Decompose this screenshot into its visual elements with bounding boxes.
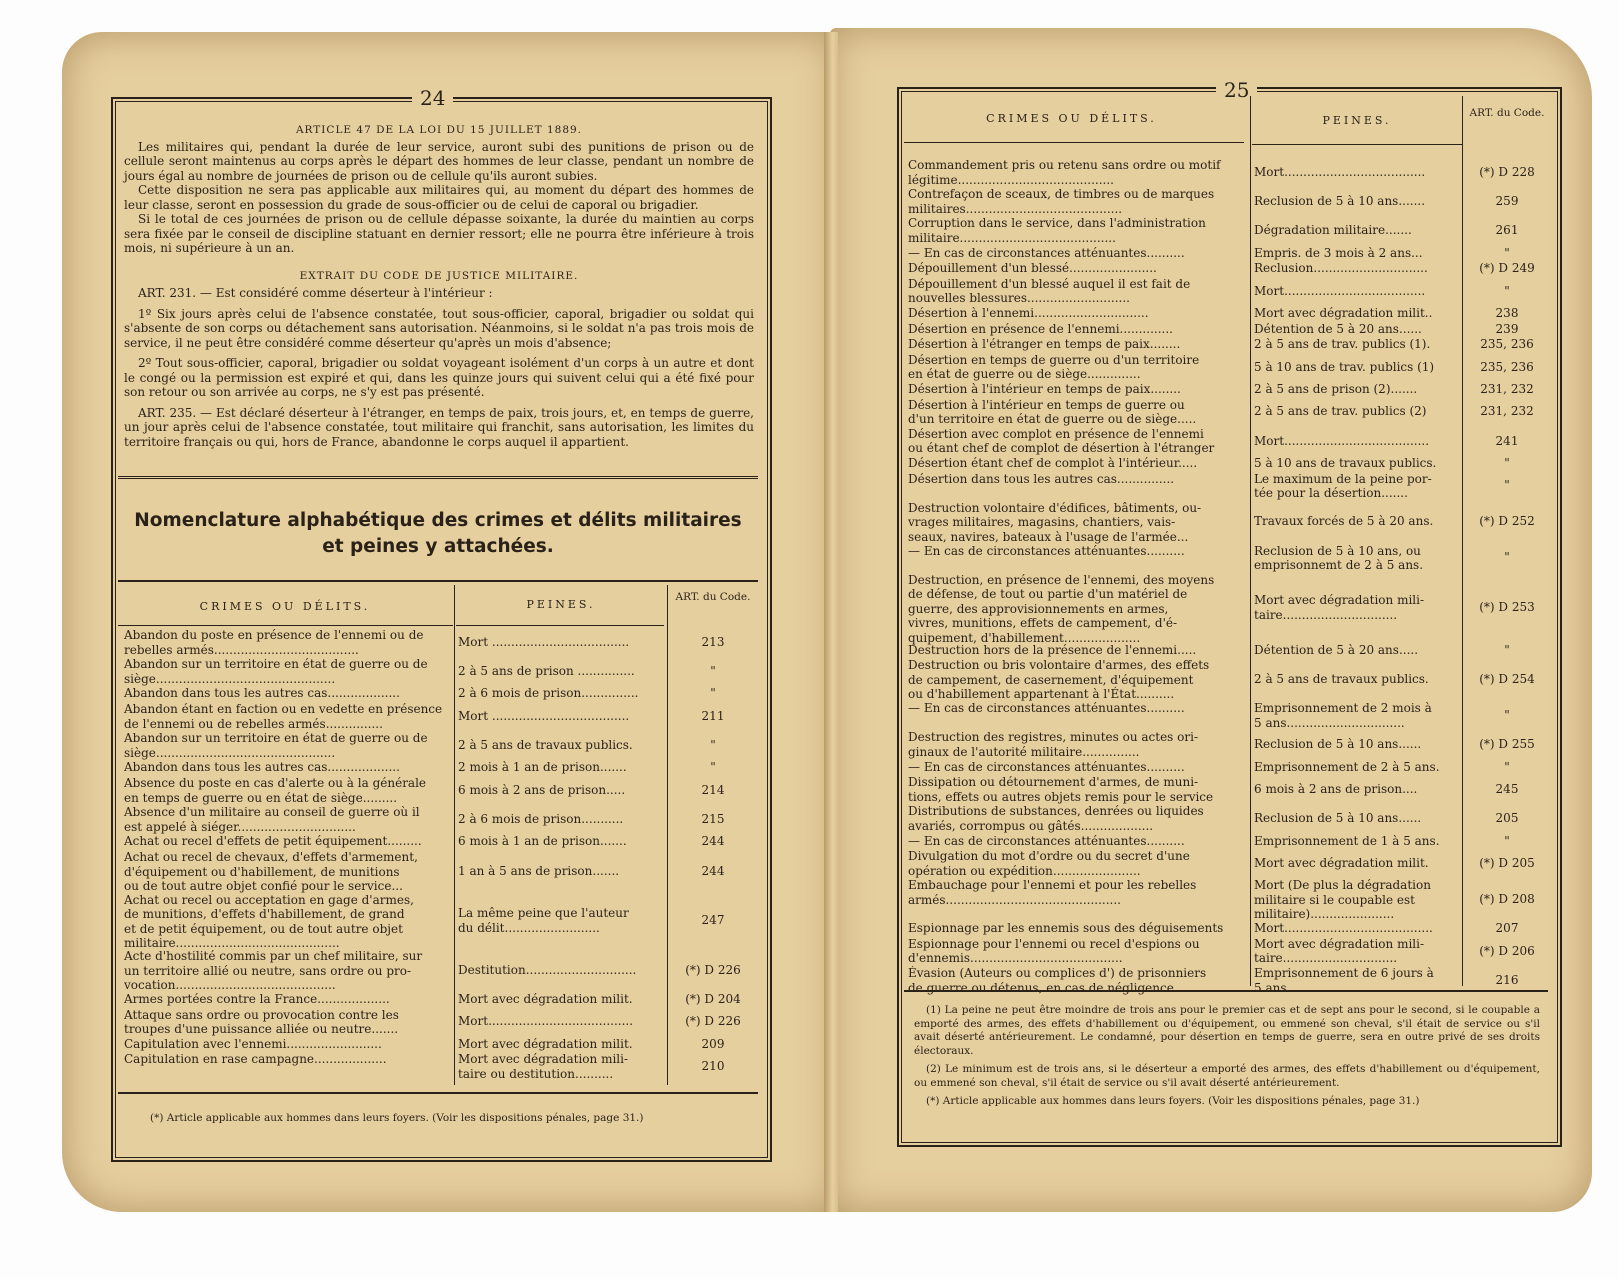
table-top-rule: [118, 580, 758, 582]
penalty-cell: Reclusion de 5 à 10 ans, ou emprisonnemt de 2 à 5 ans.: [1254, 543, 1424, 573]
article-cell: 259: [1495, 194, 1519, 208]
left-footnote: (*) Article applicable aux hommes dans leurs foyers. (Voir les dispositions pénales, page 31.): [150, 1112, 644, 1124]
crime-cell: Abandon du poste en présence de l'ennemi ou de rebelles armés......................................: [124, 628, 424, 657]
article-cell: 238: [1495, 306, 1519, 320]
crime-cell: Armes portées contre la France...................: [124, 992, 390, 1006]
crime-cell: Dépouillement d'un blessé.......................: [908, 261, 1157, 276]
crime-cell: Dépouillement d'un blessé auquel il est fait de nouvelles blessures...........................: [908, 276, 1191, 306]
crime-cell: Abandon dans tous les autres cas...................: [124, 760, 400, 775]
penalty-cell: 2 à 5 ans de travaux publics.: [458, 738, 633, 752]
penalty-cell: 2 à 5 ans de travaux publics.: [1254, 672, 1429, 686]
article-cell: 205: [1495, 811, 1519, 826]
article-cell: (*) D 208: [1479, 892, 1535, 906]
article-cell: (*) D 226: [685, 962, 741, 977]
crime-cell: Achat ou recel d'effets de petit équipement.........: [124, 834, 422, 849]
article-47-para-3: Si le total de ces journées de prison ou de cellule dépasse soixante, la durée du maintien au corps sera fixée par le conseil de discipline statuant en dernier ressort; elle ne pourra être inférieure à trois mois, ni supérieure à un an.: [124, 212, 754, 255]
article-cell: ": [1504, 708, 1510, 722]
crime-cell: Absence du poste en cas d'alerte ou à la générale en temps de guerre ou en état de siège.........: [124, 776, 427, 805]
right-col-sep-1: [1250, 96, 1251, 986]
article-cell: ": [710, 664, 716, 678]
crime-cell: Désertion en temps de guerre ou d'un territoire en état de guerre ou de siège..............: [908, 352, 1200, 382]
article-cell: 209: [701, 1036, 725, 1051]
crime-cell: Abandon sur un territoire en état de guerre ou de siège...............................................: [124, 731, 428, 760]
right-notes: [914, 1004, 1540, 1109]
article-cell: (*) D 226: [685, 1014, 741, 1029]
article-cell: (*) D 252: [1479, 514, 1535, 529]
article-cell: ": [710, 686, 716, 701]
crime-cell: — En cas de circonstances atténuantes..........: [908, 759, 1185, 774]
penalty-cell: Destitution.............................: [458, 962, 637, 977]
crime-cell: Désertion avec complot en présence de l'ennemi ou étant chef de complot de désertion à l'étranger: [908, 426, 1215, 456]
penalty-cell: Mort.....................................: [1254, 283, 1426, 298]
penalty-cell: Mort avec dégradation mili- taire ou destitution..........: [458, 1052, 629, 1081]
penalty-cell: Mort ....................................: [458, 634, 630, 649]
crime-cell: Achat ou recel ou acceptation en gage d'armes, de munitions, d'effets d'habillement, de grand et de petit équipement, ou de tout autre objet militaire...........................................: [124, 892, 414, 951]
penalty-cell: Reclusion de 5 à 10 ans......: [1254, 737, 1422, 752]
article-cell: 210: [701, 1059, 725, 1074]
article-cell: ": [1504, 245, 1510, 260]
left-head-rule-2: [456, 625, 664, 626]
penalty-cell: Emprisonnement de 6 jours à 5 ans...............................: [1254, 966, 1434, 995]
penalty-cell: Mort avec dégradation milit.: [458, 992, 633, 1006]
right-page-number: 25: [1216, 78, 1257, 102]
section-divider: [118, 476, 758, 479]
article-cell: 231, 232: [1480, 404, 1534, 419]
penalty-cell: Dégradation militaire.......: [1254, 223, 1412, 238]
article-cell: ": [710, 738, 716, 752]
crime-cell: Absence d'un militaire au conseil de guerre où il est appelé à siéger...............................: [124, 805, 420, 834]
article-cell: ": [1504, 759, 1510, 774]
note-2: (2) Le minimum est de trois ans, si le déserteur a emporté des armes, des effets d'habillement ou d'équipement, ou emmené son cheval, s'il était de service ou s'il avait déserté antérieurement.: [914, 1063, 1540, 1089]
article-cell: 245: [1495, 782, 1519, 796]
article-cell: 241: [1495, 433, 1519, 448]
penalty-cell: Mort avec dégradation mili- taire..............................: [1254, 936, 1425, 966]
penalty-cell: Détention de 5 à 20 ans......: [1254, 321, 1422, 336]
crime-cell: Corruption dans le service, dans l'administration militaire.........................................: [908, 216, 1206, 245]
penalty-cell: Mort avec dégradation milit..: [1254, 306, 1433, 320]
crime-cell: Abandon étant en faction ou en vedette en présence de l'ennemi ou de rebelles armés...............: [124, 702, 443, 731]
penalty-cell: Le maximum de la peine por- tée pour la désertion.......: [1254, 471, 1432, 501]
penalty-cell: Mort.....................................: [1254, 164, 1426, 179]
article-cell: (*) D 204: [685, 992, 741, 1006]
penalty-cell: Mort......................................: [458, 1014, 634, 1029]
book-gutter: [824, 32, 838, 1212]
article-cell: (*) D 206: [1479, 943, 1535, 958]
article-cell: 235, 236: [1480, 337, 1534, 352]
left-head-rule-1: [118, 625, 453, 626]
article-cell: 247: [701, 913, 725, 928]
crime-cell: Destruction des registres, minutes ou actes ori- ginaux de l'autorité militaire...............: [908, 730, 1198, 759]
penalty-cell: Mort avec dégradation milit.: [1254, 856, 1429, 870]
penalty-cell: Empris. de 3 mois à 2 ans...: [1254, 245, 1423, 260]
crime-cell: Désertion dans tous les autres cas...............: [908, 471, 1175, 486]
crime-cell: Capitulation avec l'ennemi.........................: [124, 1036, 382, 1051]
penalty-cell: Détention de 5 à 20 ans.....: [1254, 642, 1419, 657]
crime-cell: Destruction volontaire d'édifices, bâtiments, ou- vrages militaires, magasins, chantiers, vais- seaux, navires, bateaux à l'usage de l'armée...: [908, 500, 1202, 544]
article-47-para-1: Les militaires qui, pendant la durée de leur service, auront subi des punitions de prison ou de cellule seront maintenus au corps après le départ des hommes de leur classe, pendant un nombre de jours égal au nombre de journées de prison ou de cellule qu'ils auront subies.: [124, 139, 754, 183]
article-cell: 261: [1495, 223, 1519, 238]
right-col-art-header: ART. du Code.: [1469, 107, 1545, 119]
crime-cell: Désertion étant chef de complot à l'intérieur.....: [908, 456, 1198, 470]
crime-cell: — En cas de circonstances atténuantes..........: [908, 701, 1185, 716]
penalty-cell: 2 à 5 ans de prison (2).......: [1254, 382, 1418, 396]
crime-cell: Désertion en présence de l'ennemi..............: [908, 321, 1173, 336]
article-cell: ": [1504, 283, 1510, 298]
article-47-para-2: Cette disposition ne sera pas applicable aux militaires qui, au moment du départ des hommes de leur classe, seront en possession du grade de sous-officier ou de celui de caporal ou brigadier.: [124, 183, 754, 212]
crime-cell: Désertion à l'intérieur en temps de guerre ou d'un territoire en état de guerre ou de siège.....: [908, 397, 1197, 427]
article-cell: 216: [1495, 972, 1519, 987]
crime-cell: Acte d'hostilité commis par un chef militaire, sur un territoire allié ou neutre, sans ordre ou pro- vocation..........................................: [124, 949, 423, 993]
crime-cell: Désertion à l'ennemi..............................: [908, 306, 1149, 320]
extract-art-235: ART. 235. — Est déclaré déserteur à l'étranger, en temps de paix, trois jours, et, en temps de guerre, un jour après celui de l'absence constatée, tout militaire qui franchit, sans autorisation, les limites du territoire français ou qui, hors de France, abandonne le corps auquel il appartient.: [124, 405, 754, 449]
crime-cell: Embauchage pour l'ennemi et pour les rebelles armés..............................................: [908, 878, 1197, 907]
penalty-cell: Travaux forcés de 5 à 20 ans.: [1254, 514, 1434, 529]
article-cell: ": [1504, 478, 1510, 493]
penalty-cell: Mort avec dégradation mili- taire..............................: [1254, 593, 1425, 622]
penalty-cell: Mort avec dégradation milit.: [458, 1036, 633, 1051]
crime-cell: Achat ou recel de chevaux, d'effets d'armement, d'équipement ou d'habillement, de munitions ou de tout autre objet confié pour le service...: [124, 850, 418, 893]
article-cell: 207: [1495, 921, 1519, 936]
article-cell: 235, 236: [1480, 359, 1534, 374]
article-cell: (*) D 249: [1479, 261, 1535, 276]
extract-art-231: ART. 231. — Est considéré comme déserteur à l'intérieur :: [138, 286, 493, 300]
right-notes-rule: [904, 990, 1548, 992]
note-1: (1) La peine ne peut être moindre de trois ans pour le premier cas et de sept ans pour le second, si le coupable a emporté des armes, des effets d'habillement ou d'équipement, ou emmené son cheval, s'il était de service ou s'il avait déserté antérieurement. Le condamné, pour désertion en temps de guerre, sera en outre privé de ses droits électoraux.: [914, 1004, 1540, 1057]
crime-cell: Distributions de substances, denrées ou liquides avariés, corrompus ou gâtés...................: [908, 804, 1204, 833]
article-cell: ": [1504, 833, 1510, 848]
crime-cell: Contrefaçon de sceaux, de timbres ou de marques militaires.........................................: [908, 187, 1215, 216]
penalty-cell: 6 mois à 1 an de prison.......: [458, 834, 627, 849]
right-col-sep-2: [1462, 96, 1463, 986]
penalty-cell: 2 à 6 mois de prison...........: [458, 812, 624, 826]
article-cell: 231, 232: [1480, 382, 1534, 396]
article-cell: (*) D 255: [1479, 737, 1535, 752]
crime-cell: Attaque sans ordre ou provocation contre les troupes d'une puissance alliée ou neutre.......: [124, 1007, 399, 1037]
crime-cell: Divulgation du mot d'ordre ou du secret d'une opération ou expédition.......................: [908, 849, 1190, 878]
penalty-cell: Reclusion..............................: [1254, 261, 1428, 276]
crime-cell: Dissipation ou détournement d'armes, de muni- tions, effets ou autres objets remis pour le service: [908, 775, 1214, 804]
penalty-cell: 2 à 5 ans de trav. publics (2): [1254, 404, 1427, 419]
article-47-title: ARTICLE 47 DE LA LOI DU 15 JUILLET 1889.: [295, 124, 583, 136]
article-cell: 244: [701, 863, 725, 878]
penalty-cell: 5 à 10 ans de trav. publics (1): [1254, 359, 1435, 374]
penalty-cell: 2 mois à 1 an de prison.......: [458, 760, 627, 775]
penalty-cell: 6 mois à 2 ans de prison....: [1254, 782, 1418, 796]
crime-cell: Désertion à l'intérieur en temps de paix........: [908, 382, 1181, 396]
right-head-rule-2: [1252, 144, 1462, 145]
article-cell: 244: [701, 834, 725, 849]
article-cell: (*) D 205: [1479, 856, 1535, 870]
extract-art-231-1: 1º Six jours après celui de l'absence constatée, tout sous-officier, caporal, brigadier ou soldat qui s'absente de son corps ou détachement sans autorisation. Néanmoins, si le soldat n'a pas trois mois de service, il ne peut être considéré comme déserteur qu'après un mois d'absence;: [124, 306, 754, 350]
left-page-number: 24: [412, 86, 453, 110]
crime-cell: — En cas de circonstances atténuantes..........: [908, 543, 1185, 558]
left-col-crimes-header: CRIMES OU DÉLITS.: [199, 600, 371, 613]
left-footnote-rule: [118, 1092, 758, 1094]
penalty-cell: Mort.......................................: [1254, 921, 1433, 936]
article-cell: 214: [701, 782, 725, 797]
article-cell: ": [1504, 550, 1510, 565]
article-cell: 211: [701, 708, 725, 723]
penalty-cell: Emprisonnement de 1 à 5 ans.: [1254, 833, 1440, 848]
crime-cell: Évasion (Auteurs ou complices d') de prisonniers de guerre ou détenus, en cas de négligence...: [908, 966, 1207, 995]
article-cell: ": [1504, 642, 1510, 657]
extract-title: EXTRAIT DU CODE DE JUSTICE MILITAIRE.: [299, 269, 579, 282]
crime-cell: Capitulation en rase campagne...................: [124, 1052, 387, 1067]
penalty-cell: Mort (De plus la dégradation militaire si le coupable est militaire)......................: [1254, 878, 1431, 922]
article-cell: 239: [1495, 321, 1519, 336]
left-col-sep-1: [454, 585, 455, 1085]
penalty-cell: Emprisonnement de 2 à 5 ans.: [1254, 759, 1440, 774]
penalty-cell: Mort ....................................: [458, 708, 630, 723]
crime-cell: — En cas de circonstances atténuantes..........: [908, 833, 1185, 848]
penalty-cell: Emprisonnement de 2 mois à 5 ans...............................: [1254, 701, 1432, 730]
penalty-cell: Reclusion de 5 à 10 ans.......: [1254, 194, 1426, 208]
penalty-cell: Mort......................................: [1254, 433, 1430, 448]
penalty-cell: 2 à 5 ans de prison ...............: [458, 664, 635, 678]
left-col-art-header: ART. du Code.: [675, 591, 751, 603]
article-cell: 213: [701, 634, 725, 649]
crime-cell: Destruction hors de la présence de l'ennemi.....: [908, 642, 1197, 657]
penalty-cell: 2 à 5 ans de trav. publics (1).: [1254, 337, 1431, 352]
crime-cell: Destruction, en présence de l'ennemi, des moyens de défense, de tout ou partie d'un matériel de guerre, des approvisionnements en armes, vivres, munitions, effets de campement, d'é- quipement, d'habillement....................: [908, 572, 1215, 645]
left-col-sep-2: [667, 585, 668, 1085]
penalty-cell: Reclusion de 5 à 10 ans......: [1254, 811, 1422, 826]
article-cell: ": [1504, 456, 1510, 470]
right-col-peines-header: PEINES.: [1322, 114, 1392, 127]
right-head-rule-1: [904, 142, 1244, 143]
crime-cell: Commandement pris ou retenu sans ordre ou motif légitime.........................................: [908, 158, 1221, 187]
right-col-crimes-header: CRIMES OU DÉLITS.: [986, 112, 1157, 125]
crime-cell: — En cas de circonstances atténuantes..........: [908, 245, 1185, 260]
crime-cell: Espionnage pour l'ennemi ou recel d'espions ou d'ennemis........................................: [908, 936, 1200, 966]
crime-cell: Destruction ou bris volontaire d'armes, des effets de campement, de casernement, d'équipement ou d'habillement appartenant à l'État..........: [908, 658, 1210, 702]
penalty-cell: 1 an à 5 ans de prison.......: [458, 863, 620, 878]
crime-cell: Abandon dans tous les autres cas...................: [124, 686, 400, 701]
penalty-cell: 2 à 6 mois de prison...............: [458, 686, 639, 701]
extract-art-231-2: 2º Tout sous-officier, caporal, brigadier ou soldat voyageant isolément d'un corps à un autre et dont le congé ou la permission est expiré et qui, dans les quinze jours qui suivent celui qui a été fixé pour son retour ou son arrivée au corps, ne s'y est pas présenté.: [124, 356, 754, 399]
article-cell: (*) D 253: [1479, 600, 1535, 614]
note-asterisk: (*) Article applicable aux hommes dans leurs foyers. (Voir les dispositions pénales, page 31.): [926, 1095, 1420, 1107]
penalty-cell: 6 mois à 2 ans de prison.....: [458, 782, 626, 797]
crime-cell: Désertion à l'étranger en temps de paix........: [908, 337, 1181, 352]
crime-cell: Espionnage par les ennemis sous des déguisements: [908, 921, 1224, 936]
article-cell: (*) D 254: [1479, 672, 1535, 686]
article-cell: 215: [701, 812, 725, 826]
penalty-cell: La même peine que l'auteur du délit.........................: [458, 906, 629, 935]
article-cell: ": [710, 760, 716, 775]
left-col-peines-header: PEINES.: [526, 598, 596, 611]
nomenclature-title: Nomenclature alphabétique des crimes et délits militaires et peines y attachées.: [134, 510, 742, 557]
crime-cell: Abandon sur un territoire en état de guerre ou de siège...............................................: [124, 657, 428, 686]
article-cell: (*) D 228: [1479, 164, 1535, 179]
article-47-section: [124, 124, 754, 449]
penalty-cell: 5 à 10 ans de travaux publics.: [1254, 456, 1437, 470]
